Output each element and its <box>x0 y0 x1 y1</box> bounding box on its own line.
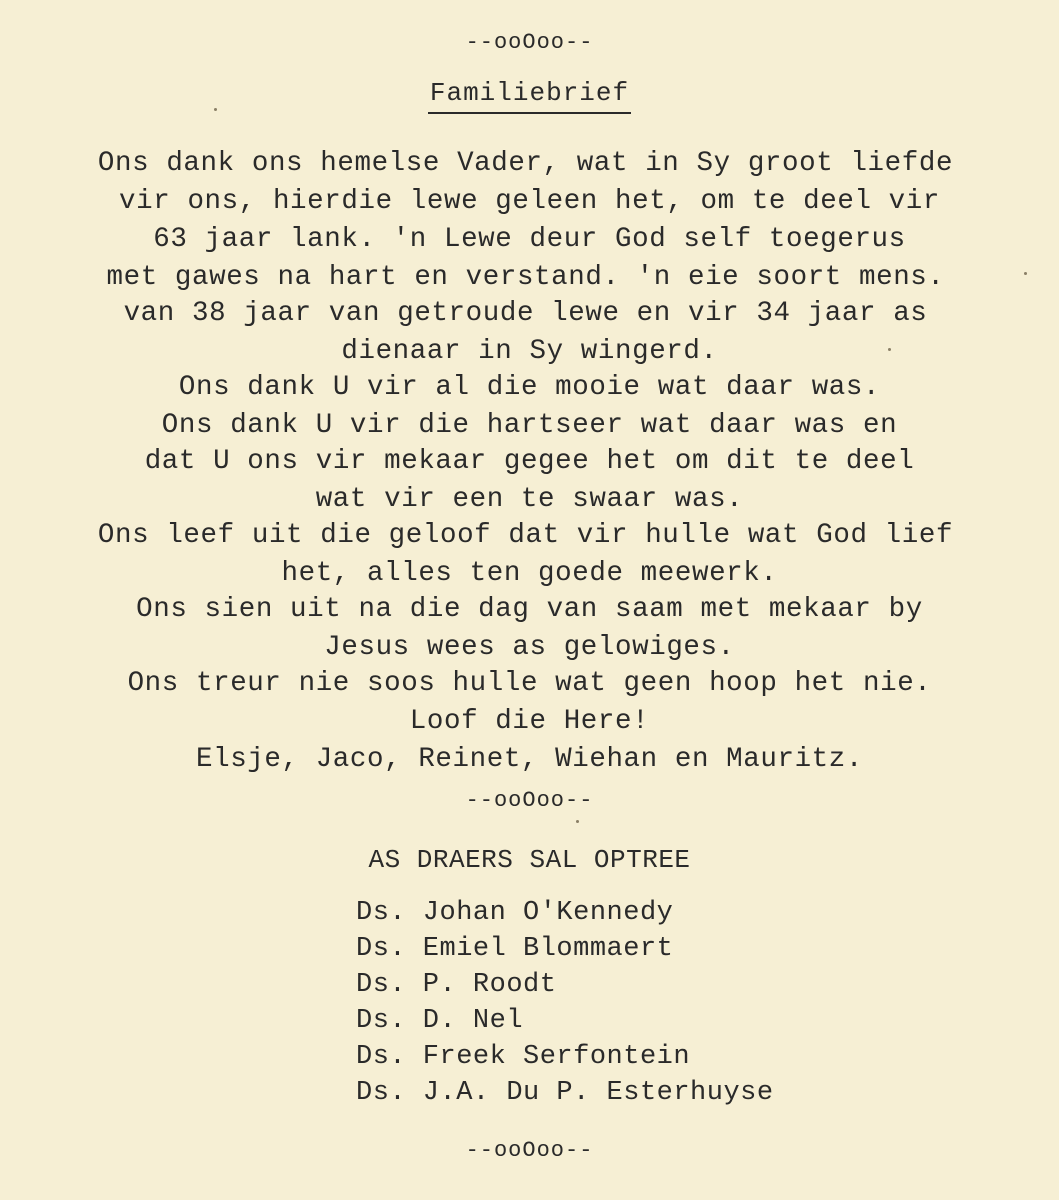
letter-line: het, alles ten goede meewerk. <box>281 558 778 589</box>
letter-line: Loof die Here! <box>409 706 650 737</box>
paper-speck <box>576 820 579 823</box>
letter-line: dienaar in Sy wingerd. <box>341 336 718 367</box>
letter-signatories: Elsje, Jaco, Reinet, Wiehan en Mauritz. <box>195 744 863 775</box>
bearer-item: Ds. J.A. Du P. Esterhuyse <box>356 1078 774 1108</box>
letter-line: Jesus wees as gelowiges. <box>324 632 735 663</box>
page-title <box>0 78 1059 108</box>
letter-line: Ons dank U vir al die mooie wat daar was. <box>178 372 881 403</box>
letter-line: Ons treur nie soos hulle wat geen hoop het nie. <box>127 668 932 699</box>
letter-line: dat U ons vir mekaar gegee het om dit te deel <box>144 446 915 477</box>
letter-line: met gawes na hart en verstand. 'n eie soort mens. <box>106 262 945 293</box>
ornament-bottom: --ooOoo-- <box>465 1138 594 1163</box>
bearers-list <box>356 895 774 1111</box>
paper-speck <box>888 348 891 351</box>
ornament-top: --ooOoo-- <box>465 30 594 55</box>
bearer-item: Ds. Freek Serfontein <box>356 1042 691 1072</box>
ornament-middle: --ooOoo-- <box>465 788 594 813</box>
letter-line: Ons dank U vir die hartseer wat daar was en <box>161 410 898 441</box>
paper-speck <box>214 108 217 111</box>
bearer-item: Ds. D. Nel <box>356 1006 524 1036</box>
letter-line: Ons leef uit die geloof dat vir hulle wat God lief <box>97 520 954 551</box>
letter-line: wat vir een te swaar was. <box>315 484 744 515</box>
letter-line: vir ons, hierdie lewe geleen het, om te deel vir <box>119 186 940 217</box>
letter-line: Ons dank ons hemelse Vader, wat in Sy groot liefde <box>97 148 954 179</box>
letter-line: van 38 jaar van getroude lewe en vir 34 jaar as <box>123 298 928 329</box>
bearer-item: Ds. Emiel Blommaert <box>356 934 674 964</box>
letter-line: 63 jaar lank. 'n Lewe deur God self toegerus <box>153 224 906 255</box>
title-text: Familiebrief <box>428 78 631 114</box>
letter-line: Ons sien uit na die dag van saam met mekaar by <box>136 594 923 625</box>
bearers-heading: AS DRAERS SAL OPTREE <box>368 845 691 875</box>
bearer-item: Ds. Johan O'Kennedy <box>356 898 674 928</box>
paper-speck <box>1024 272 1027 275</box>
bearer-item: Ds. P. Roodt <box>356 970 557 1000</box>
